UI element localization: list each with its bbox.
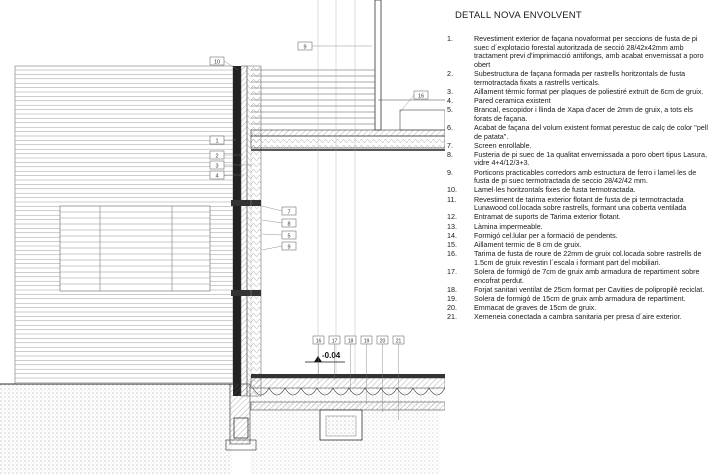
note-text: Pared ceramica existent	[474, 96, 551, 105]
note-number: 7.	[447, 141, 453, 150]
level-mark	[305, 351, 345, 362]
note-number: 14.	[447, 231, 457, 240]
note-number: 18.	[447, 285, 457, 294]
note-number: 6.	[447, 123, 453, 132]
svg-text:8: 8	[287, 221, 291, 228]
callout-tag-17	[329, 336, 340, 345]
note-item	[447, 70, 709, 87]
note-number: 20.	[447, 304, 457, 313]
note-number: 8.	[447, 150, 453, 159]
reference-lines	[251, 0, 355, 384]
note-text: Emmacat de graves de 15cm de gruix.	[474, 304, 597, 313]
note-text: Forjat sanitari ventilat de 25cm format per Cavities de polipropilè reciclat.	[474, 285, 705, 294]
note-number: 13.	[447, 222, 457, 231]
callout-tag-5	[282, 231, 296, 240]
upper-slab	[251, 0, 445, 150]
note-item	[447, 268, 709, 285]
note-item	[447, 313, 709, 322]
note-item	[447, 286, 709, 295]
callout-tag-8	[282, 219, 296, 228]
note-text: Acabat de façana del volum existent format perestuc de calç de color "pell de patata".	[474, 123, 708, 141]
legend-title: DETALL NOVA ENVOLVENT	[455, 10, 582, 21]
callout-tag-18	[345, 336, 356, 345]
svg-text:2: 2	[215, 153, 219, 160]
svg-text:16: 16	[417, 93, 425, 100]
note-number: 21.	[447, 313, 457, 322]
shutter-panel	[60, 206, 210, 291]
note-text: Lamel·les horitzontals fixes de fusta termotractada.	[474, 186, 636, 195]
note-number: 2.	[447, 69, 453, 78]
note-number: 12.	[447, 213, 457, 222]
note-item	[447, 106, 709, 123]
note-number: 1.	[447, 35, 453, 43]
note-item	[447, 295, 709, 304]
svg-text:9: 9	[287, 244, 291, 251]
svg-text:21: 21	[395, 338, 402, 345]
callout-tag-19	[361, 336, 372, 345]
legend-panel	[447, 10, 709, 322]
svg-text:5: 5	[287, 233, 291, 240]
note-number: 4.	[447, 96, 453, 105]
svg-text:3: 3	[215, 163, 219, 170]
note-number: 15.	[447, 240, 457, 249]
note-item	[447, 35, 709, 69]
svg-text:10: 10	[213, 59, 221, 66]
note-item	[447, 196, 709, 213]
note-text: Solera de formigó de 15cm de gruix amb armadura de repartiment.	[474, 294, 686, 303]
svg-text:20: 20	[379, 338, 386, 345]
note-number: 11.	[447, 195, 457, 204]
note-text: Brancal, escopidor i llinda de Xapa d'acer de 2mm de gruix, a tots els forats de façana.	[474, 106, 693, 123]
note-text: Porticons practicables corredors amb estructura de ferro i lamel·les de fusta de pi suec termotractada de seccio 28/42/42 mm.	[474, 168, 697, 186]
callout-tag-10	[210, 57, 224, 66]
note-text: Fusteria de pi suec de 1a qualitat envernissada a poro obert tipus Lasura, vidre 4+4/12/3+3.	[474, 150, 708, 168]
note-text: Formigó cel.lular per a formació de pendents.	[474, 231, 618, 240]
level-label: -0.04	[322, 351, 341, 360]
svg-text:17: 17	[331, 338, 338, 345]
note-text: Aillament termic de 8 cm de gruix.	[474, 240, 582, 249]
svg-text:1: 1	[215, 138, 219, 145]
callout-tag-4	[210, 171, 224, 180]
callout-tag-1	[210, 136, 224, 145]
note-number: 9.	[447, 168, 453, 177]
note-text: Solera de formigó de 7cm de gruix amb armadura de repartiment sobre encofrat perdut.	[474, 267, 700, 285]
notes-list	[447, 35, 709, 322]
callout-tag-9	[298, 42, 312, 51]
note-item	[447, 213, 709, 222]
note-number: 5.	[447, 106, 453, 115]
note-text: Aillament tèrmic format per plaques de poliestiré extruït de 6cm de gruix.	[474, 87, 704, 96]
note-item	[447, 186, 709, 195]
callout-tag-21	[393, 336, 404, 345]
callout-tag-9-lower	[282, 242, 296, 251]
svg-text:19: 19	[363, 338, 370, 345]
note-text: Revestiment de tarima exterior flotant de fusta de pi termotractada Lunawood col.locada sobre rastrells, formant una coberta ventilada	[474, 195, 687, 213]
note-number: 3.	[447, 87, 453, 96]
callout-tag-2	[210, 151, 224, 160]
note-number: 16.	[447, 250, 457, 259]
note-item	[447, 304, 709, 313]
note-text: Entramat de suports de Tarima exterior flotant.	[474, 213, 621, 222]
callout-tag-20	[377, 336, 388, 345]
note-item	[447, 88, 709, 97]
callout-tag-7	[282, 207, 296, 216]
svg-text:18: 18	[347, 338, 354, 345]
ground-section	[0, 384, 440, 474]
note-number: 19.	[447, 294, 457, 303]
note-text: Xemeneia conectada a cambra sanitaria per presa d´aire exterior.	[474, 313, 682, 322]
note-text: Screen enrollable.	[474, 141, 532, 150]
note-number: 10.	[447, 186, 457, 195]
note-text: Revestiment exterior de façana novaformat per seccions de fusta de pi suec d´explotacio forestal autoritzada de secció 28/42x42mm amb tractament previ d'imprimacció antifongs, amb acabat envernissat a poro obert	[474, 35, 704, 69]
callout-tag-16-floor	[313, 336, 324, 345]
svg-text:16: 16	[315, 338, 322, 345]
note-text: Subestructura de façana formada per rastrells horitzontals de fusta termotractada fixats a rastrells verticals.	[474, 69, 686, 87]
note-text: Tarima de fusta de roure de 22mm de gruix col.locada sobre rastrells de 1.5cm de gruix revestin l´escala i formant part del mobiliari.	[474, 250, 702, 267]
note-item	[447, 97, 709, 106]
svg-text:4: 4	[215, 173, 219, 180]
note-item	[447, 241, 709, 250]
note-number: 17.	[447, 267, 457, 276]
note-item	[447, 151, 709, 168]
note-item	[447, 232, 709, 241]
svg-text:9: 9	[303, 44, 307, 51]
note-item	[447, 124, 709, 141]
note-item	[447, 223, 709, 232]
note-item	[447, 169, 709, 186]
note-item	[447, 250, 709, 267]
svg-text:7: 7	[287, 209, 291, 216]
note-item	[447, 142, 709, 151]
callout-tag-3	[210, 161, 224, 170]
note-text: Làmina impermeable.	[474, 222, 543, 231]
callout-tag-16	[414, 91, 428, 100]
